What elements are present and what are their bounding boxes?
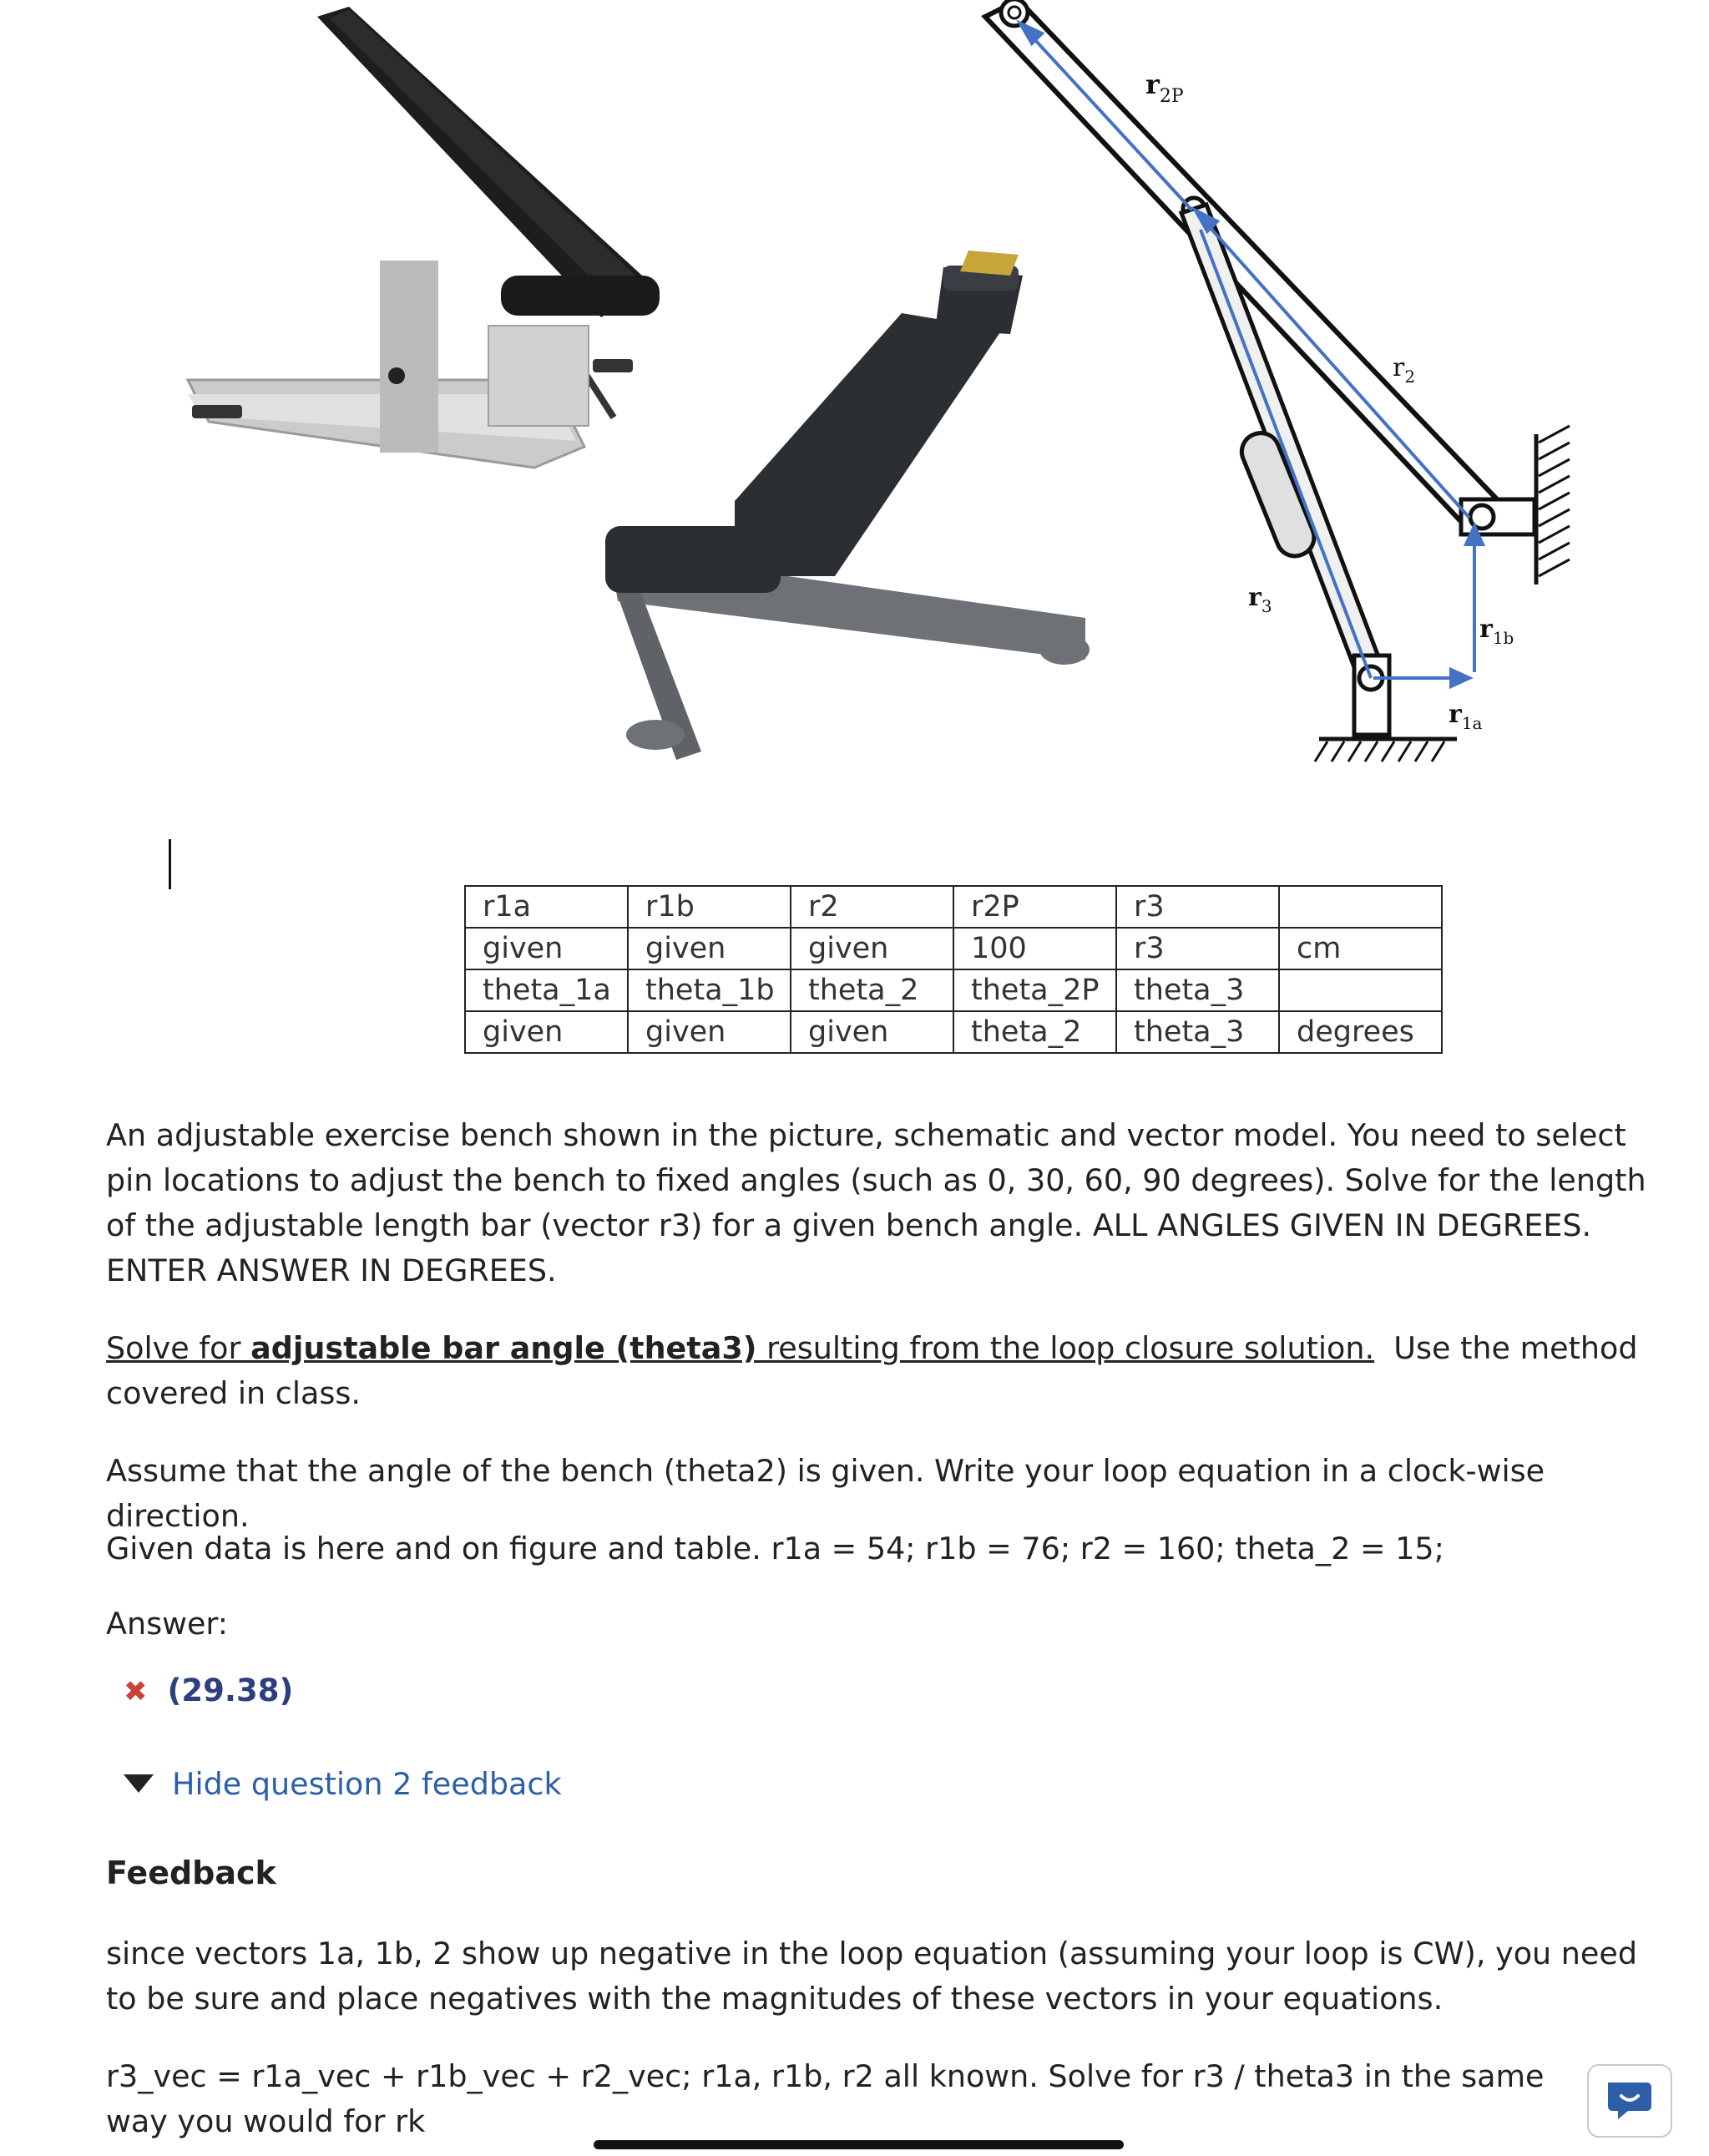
solve-bold: adjustable bar angle (theta3) xyxy=(250,1330,757,1366)
chat-button[interactable] xyxy=(1587,2064,1672,2138)
table-row xyxy=(465,928,1442,969)
table-cell: r2P xyxy=(953,886,1116,928)
answer-value: (29.38) xyxy=(167,1673,294,1708)
label-r2p: $r_{2P}$ xyxy=(1145,68,1184,107)
question-assumption: Assume that the angle of the bench (theta2) is given. Write your loop equation in a clock-wise direction. xyxy=(106,1453,1545,1534)
table-cell: cm xyxy=(1279,928,1442,969)
feedback-text-2: r3_vec = r1a_vec + r1b_vec + r2_vec; r1a, r1b, r2 all known. Solve for r3 / theta3 in the same way you would for rk xyxy=(106,2058,1545,2139)
table-cell: theta_1a xyxy=(465,969,628,1011)
question-intro: An adjustable exercise bench shown in the picture, schematic and vector model. You need to select pin locations to adjust the bench to fixed angles (such as 0, 30, 60, 90 degrees). Solve for the length of the adjustable length bar (vector r3) for a given bench angle. ALL ANGLES GIVEN IN DEGREES. ENTER ANSWER IN DEGREES. xyxy=(106,1117,1646,1288)
solve-suffix: Use the method covered in class. xyxy=(106,1330,1648,1411)
question-given-data: Given data is here and on figure and table. r1a = 54; r1b = 76; r2 = 160; theta_2 = 15; xyxy=(106,1531,1444,1566)
table-cell: theta_2P xyxy=(953,969,1116,1011)
table-cell: theta_1b xyxy=(628,969,791,1011)
table-cell: given xyxy=(465,928,628,969)
table-cell: degrees xyxy=(1279,1011,1442,1053)
solve-prefix: Solve for xyxy=(106,1330,251,1366)
table-cell: r3 xyxy=(1116,928,1279,969)
table-row xyxy=(465,1011,1442,1053)
feedback-title: Feedback xyxy=(106,1855,276,1891)
bench-figure xyxy=(0,0,1709,802)
table-row xyxy=(465,969,1442,1011)
answer-label: Answer: xyxy=(106,1606,229,1642)
table-cell: given xyxy=(465,1011,628,1053)
table-cell: theta_2 xyxy=(791,969,953,1011)
feedback-text-1: since vectors 1a, 1b, 2 show up negative in the loop equation (assuming your loop is CW), you need to be sure and place negatives with the magnitudes of these vectors in your equations. xyxy=(106,1936,1637,2017)
toggle-label: Hide question 2 feedback xyxy=(172,1766,562,1802)
table-cell: r1a xyxy=(465,886,628,928)
table-cell xyxy=(1279,886,1442,928)
chat-icon xyxy=(1603,2078,1656,2124)
question-solve-instruction xyxy=(106,1326,1659,1416)
hide-feedback-toggle[interactable] xyxy=(124,1762,562,1807)
table-cell: r3 xyxy=(1116,886,1279,928)
table-cell: 100 xyxy=(953,928,1116,969)
table-cell: theta_3 xyxy=(1116,1011,1279,1053)
table-cell: given xyxy=(628,928,791,969)
table-cell: r1b xyxy=(628,886,791,928)
text-cursor xyxy=(169,839,171,889)
home-indicator[interactable] xyxy=(594,2140,1124,2149)
table-cell: theta_3 xyxy=(1116,969,1279,1011)
solve-mid: resulting from the loop closure solution. xyxy=(756,1330,1375,1366)
answer-row xyxy=(124,1668,293,1714)
table-cell: theta_2 xyxy=(953,1011,1116,1053)
label-r1a: $r_{1a}$ xyxy=(1449,700,1483,733)
parameter-table xyxy=(464,885,1443,1054)
incorrect-x-icon: ✖ xyxy=(124,1675,148,1708)
table-cell: given xyxy=(628,1011,791,1053)
table-cell: r2 xyxy=(791,886,953,928)
table-cell xyxy=(1279,969,1442,1011)
table-row xyxy=(465,886,1442,928)
table-cell: given xyxy=(791,1011,953,1053)
incline-bench-photo xyxy=(188,7,660,468)
label-r3: $r_3$ xyxy=(1248,583,1272,616)
caret-down-icon xyxy=(124,1774,154,1793)
table-cell: given xyxy=(791,928,953,969)
adjustable-bench-photo xyxy=(605,251,1090,760)
label-r1b: $r_{1b}$ xyxy=(1479,615,1514,648)
label-r2: $r_2$ xyxy=(1393,353,1416,387)
